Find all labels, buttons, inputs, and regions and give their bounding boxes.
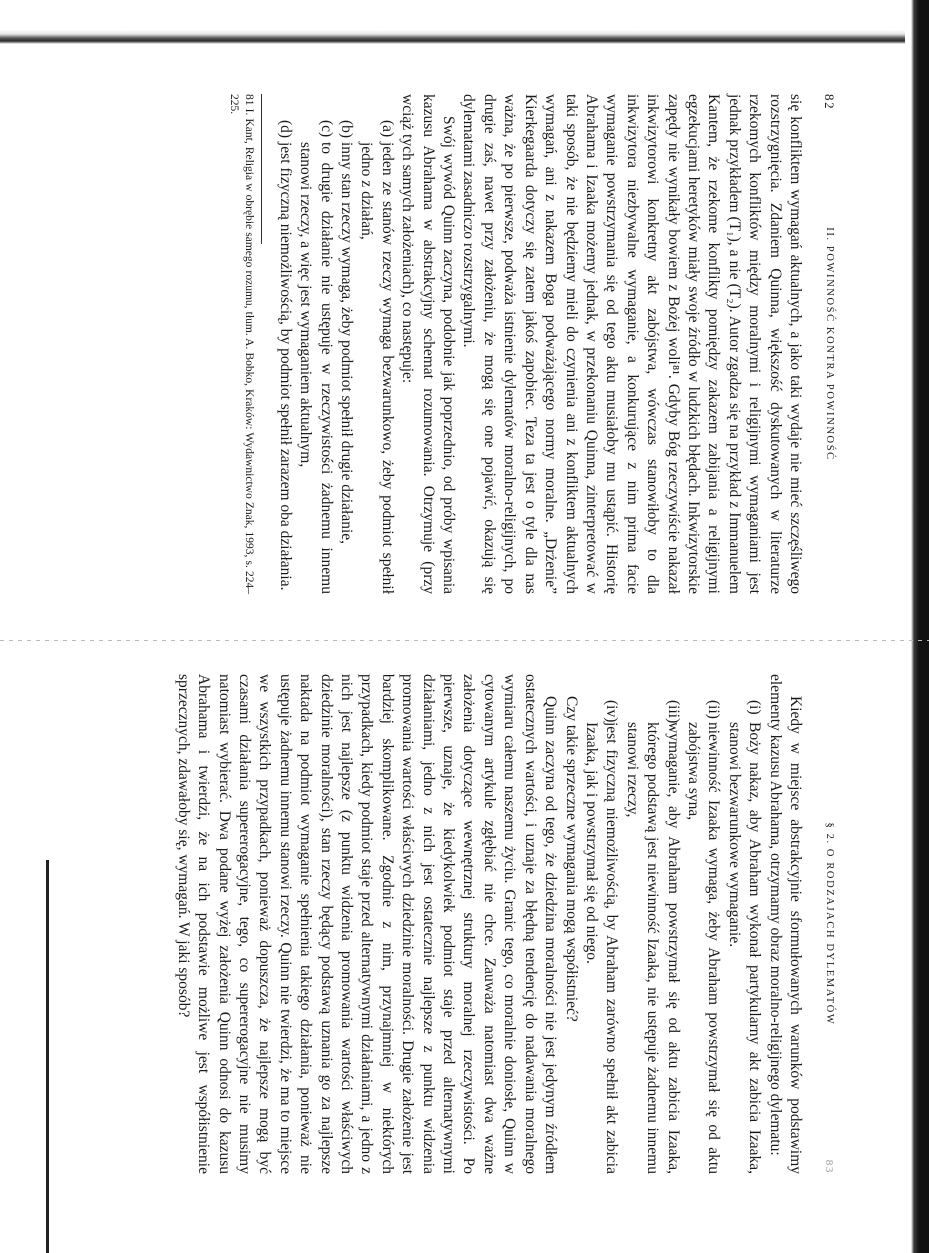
scan-left-edge: [46, 860, 49, 1253]
list-item: [295, 120, 336, 594]
list-item-label: (i): [746, 700, 764, 715]
scan-right-edge: [905, 0, 929, 1253]
list-item-label: (a): [378, 120, 396, 138]
left-running-title: II. POWINNOŚĆ KONTRA POWINNOŚĆ: [824, 227, 835, 461]
right-running-title: § 2. O RODZAJACH DYLEMATÓW: [824, 822, 835, 1026]
list-item-text: jest fizyczną niemożliwością, by Abraham zarówno spełnił akt zabicia Izaaka, jak i powstrzymał się od niego.: [582, 722, 621, 1174]
right-page-number: 83: [823, 1159, 835, 1174]
right-paragraph-1: Kiedy w miejsce abstrakcyjnie sformułowanych warunków podstawimy elementy kazusu Abrahama, otrzymamy obraz moralno-religijnego dylematu:: [766, 674, 804, 1174]
left-paragraph-1: się konfliktem wymagań aktualnych, a jako taki wydaje nie mieć szczęśliwego rozstrzygnięcia. Zdaniem Quinna, większość dyskutowanych w literaturze rzekomych konfliktów między moralnymi i religijnymi wymaganiami jest jednak przykładem (T₁), a nie (T₂). Autor zgadza się na przykład z Immanuelem Kantem, że rzekome konflikty pomiędzy zakazem zabijania a religijnymi egzekucjami heretyków miały swoje źródło w ludzkich błędach. Inkwizytorskie zapędy nie wynikały bowiem z Bożej woli⁸¹. Gdyby Bóg rzeczywiście nakazał inkwizytorowi konkretny akt zabójstwa, wówczas stanowiłoby to dla inkwizytora niezbywalne wymaganie, a konkurujące z nim prima facie wymaganie powstrzymania się od tego aktu musiałoby mu ustąpić. Historię Abrahama i Izaaka możemy jednak, w przekonaniu Quinna, zinterpretować w taki sposób, że nie będziemy mieli do czynienia ani z konfliktem aktualnych wymagań, ani z nakazem Boga podważającego normy moralne. „Drżenie” Kierkegaarda dotyczy się zatem jakoś zapobiec. Teza ta jest o tyle dla nas ważna, że po pierwsze, podważa istnienie dylematów moralno-religijnych, po drugie zaś, nawet przy założeniu, że mogą się one pojawić, okazują się dylematami zasadniczo rozstrzygalnymi.: [460, 94, 804, 594]
list-item: [356, 120, 397, 594]
list-item-text: to drugie działanie nie ustępuje w rzeczywistości żadnemu innemu stanowi rzeczy, a więc jest wymaganiem aktualnym,: [297, 142, 335, 594]
list-item-text: wymaganie, aby Abraham powstrzymał się od aktu zabicia Izaaka, którego podstawą jest niewinność Izaaka, nie ustępuje żadnemu innemu stanowi rzeczy,: [623, 722, 682, 1174]
right-paragraph-2: Czy takie sprzeczne wymagania mogą współistnieć?: [562, 696, 580, 1022]
list-item-text: jest fizyczną niemożliwością, by podmiot spełnił zarazem oba działania.: [276, 142, 294, 591]
left-condition-list: [274, 94, 396, 594]
list-item: [683, 700, 724, 1174]
list-item: [621, 700, 682, 1174]
list-item-label: (d): [276, 120, 294, 139]
list-item-label: (iv): [603, 700, 621, 723]
left-page-number: 82: [822, 94, 837, 111]
footnote: [226, 94, 256, 594]
right-paragraph-3: Quinn zaczyna od tego, że dziedzina moralności nie jest jedynym źródłem ostatecznych wartości, i uznaje za błędną tendencję do nadawania moralnego wymiaru całemu naszemu życiu. Granic tego, co moralnie doniosłe, Quinn w cytowanym artykule zgłębiać nie chce. Zauważa natomiast dwa ważne założenia dotyczące wewnętrznej struktury moralnej rzeczywistości. Po pierwsze, uznaje, że kiedykolwiek podmiot staje przed alternatywnymi działaniami, jedno z nich jest ostatecznie najlepsze z punktu widzenia promowania wartości właściwych dziedzinie moralności. Drugie założenie jest bardziej skomplikowane. Zgodnie z nim, przynajmniej w niektórych przypadkach, kiedy podmiot staje przed alternatywnymi działaniami, a jedno z nich jest najlepsze (z punktu widzenia promowania wartości właściwych dziedzinie moralności), stan rzeczy będący podstawą uznania go za najlepsze naktada na podmiot wymaganie spełnienia takiego działania, ponieważ nie ustępuje żadnemu innemu stanowi rzeczy. Quinn nie twierdzi, że ma to miejsce we wszystkich przypadkach, ponieważ dopuszcza, że najlepsze mogą być czasami działania supererogacyjne, tego, co supererogacyjne nie musimy natomiast wybierać. Dwa podane wyżej założenia Quinn odnosi do kazusu Abrahama i twierdzi, że na ich podstawie możliwe jest współistnienie sprzecznych, zdawałoby się, wymagań. W jaki sposób?: [174, 674, 560, 1174]
footnote-text: I. Kant, Religia w obrębie samego rozumu, tłum. A. Bobko, Kraków: Wydawnictwo Znak, 1993, s. 224–225.: [228, 94, 256, 594]
footnote-divider: [261, 94, 262, 244]
left-page: [139, 94, 839, 594]
right-running-head: [813, 674, 839, 1174]
list-item: [581, 700, 622, 1174]
list-item-text: jeden ze stanów rzeczy wymaga bezwarunkowo, żeby podmiot spełnił jedno z działań,: [358, 142, 396, 594]
left-running-head: [813, 94, 839, 594]
left-paragraph-2: Swój wywód Quinn zaczyna, podobnie jak poprzednio, od próby wpisania kazusu Abrahama w abstrakcyjny schemat rozumowania. Otrzymuje (przy wciąż tych samych założeniach), co następuje:: [399, 94, 458, 594]
list-item-text: Boży nakaz, aby Abraham wykonał partykularny akt zabicia Izaaka, stanowi bezwarunkowe wymaganie.: [725, 722, 764, 1174]
list-item-label: (b): [338, 120, 356, 139]
footnote-number: 81: [243, 94, 256, 106]
list-item-label: (c): [317, 120, 335, 138]
list-item-label: (iii): [664, 700, 682, 724]
book-spread: [139, 94, 839, 1174]
right-page: [139, 674, 839, 1174]
list-item: [723, 700, 764, 1174]
scan-top-edge: [0, 0, 929, 44]
list-item-label: (ii): [705, 700, 723, 719]
list-item: [336, 120, 356, 594]
list-item-text: inny stan rzeczy wymaga, żeby podmiot spełnił drugie działanie,: [338, 142, 356, 545]
list-item: [274, 120, 294, 594]
list-item-text: niewinność Izaaka wymaga, żeby Abraham powstrzymał się od aktu zabójstwa syna,: [684, 722, 723, 1174]
right-dilemma-list: [581, 674, 765, 1174]
